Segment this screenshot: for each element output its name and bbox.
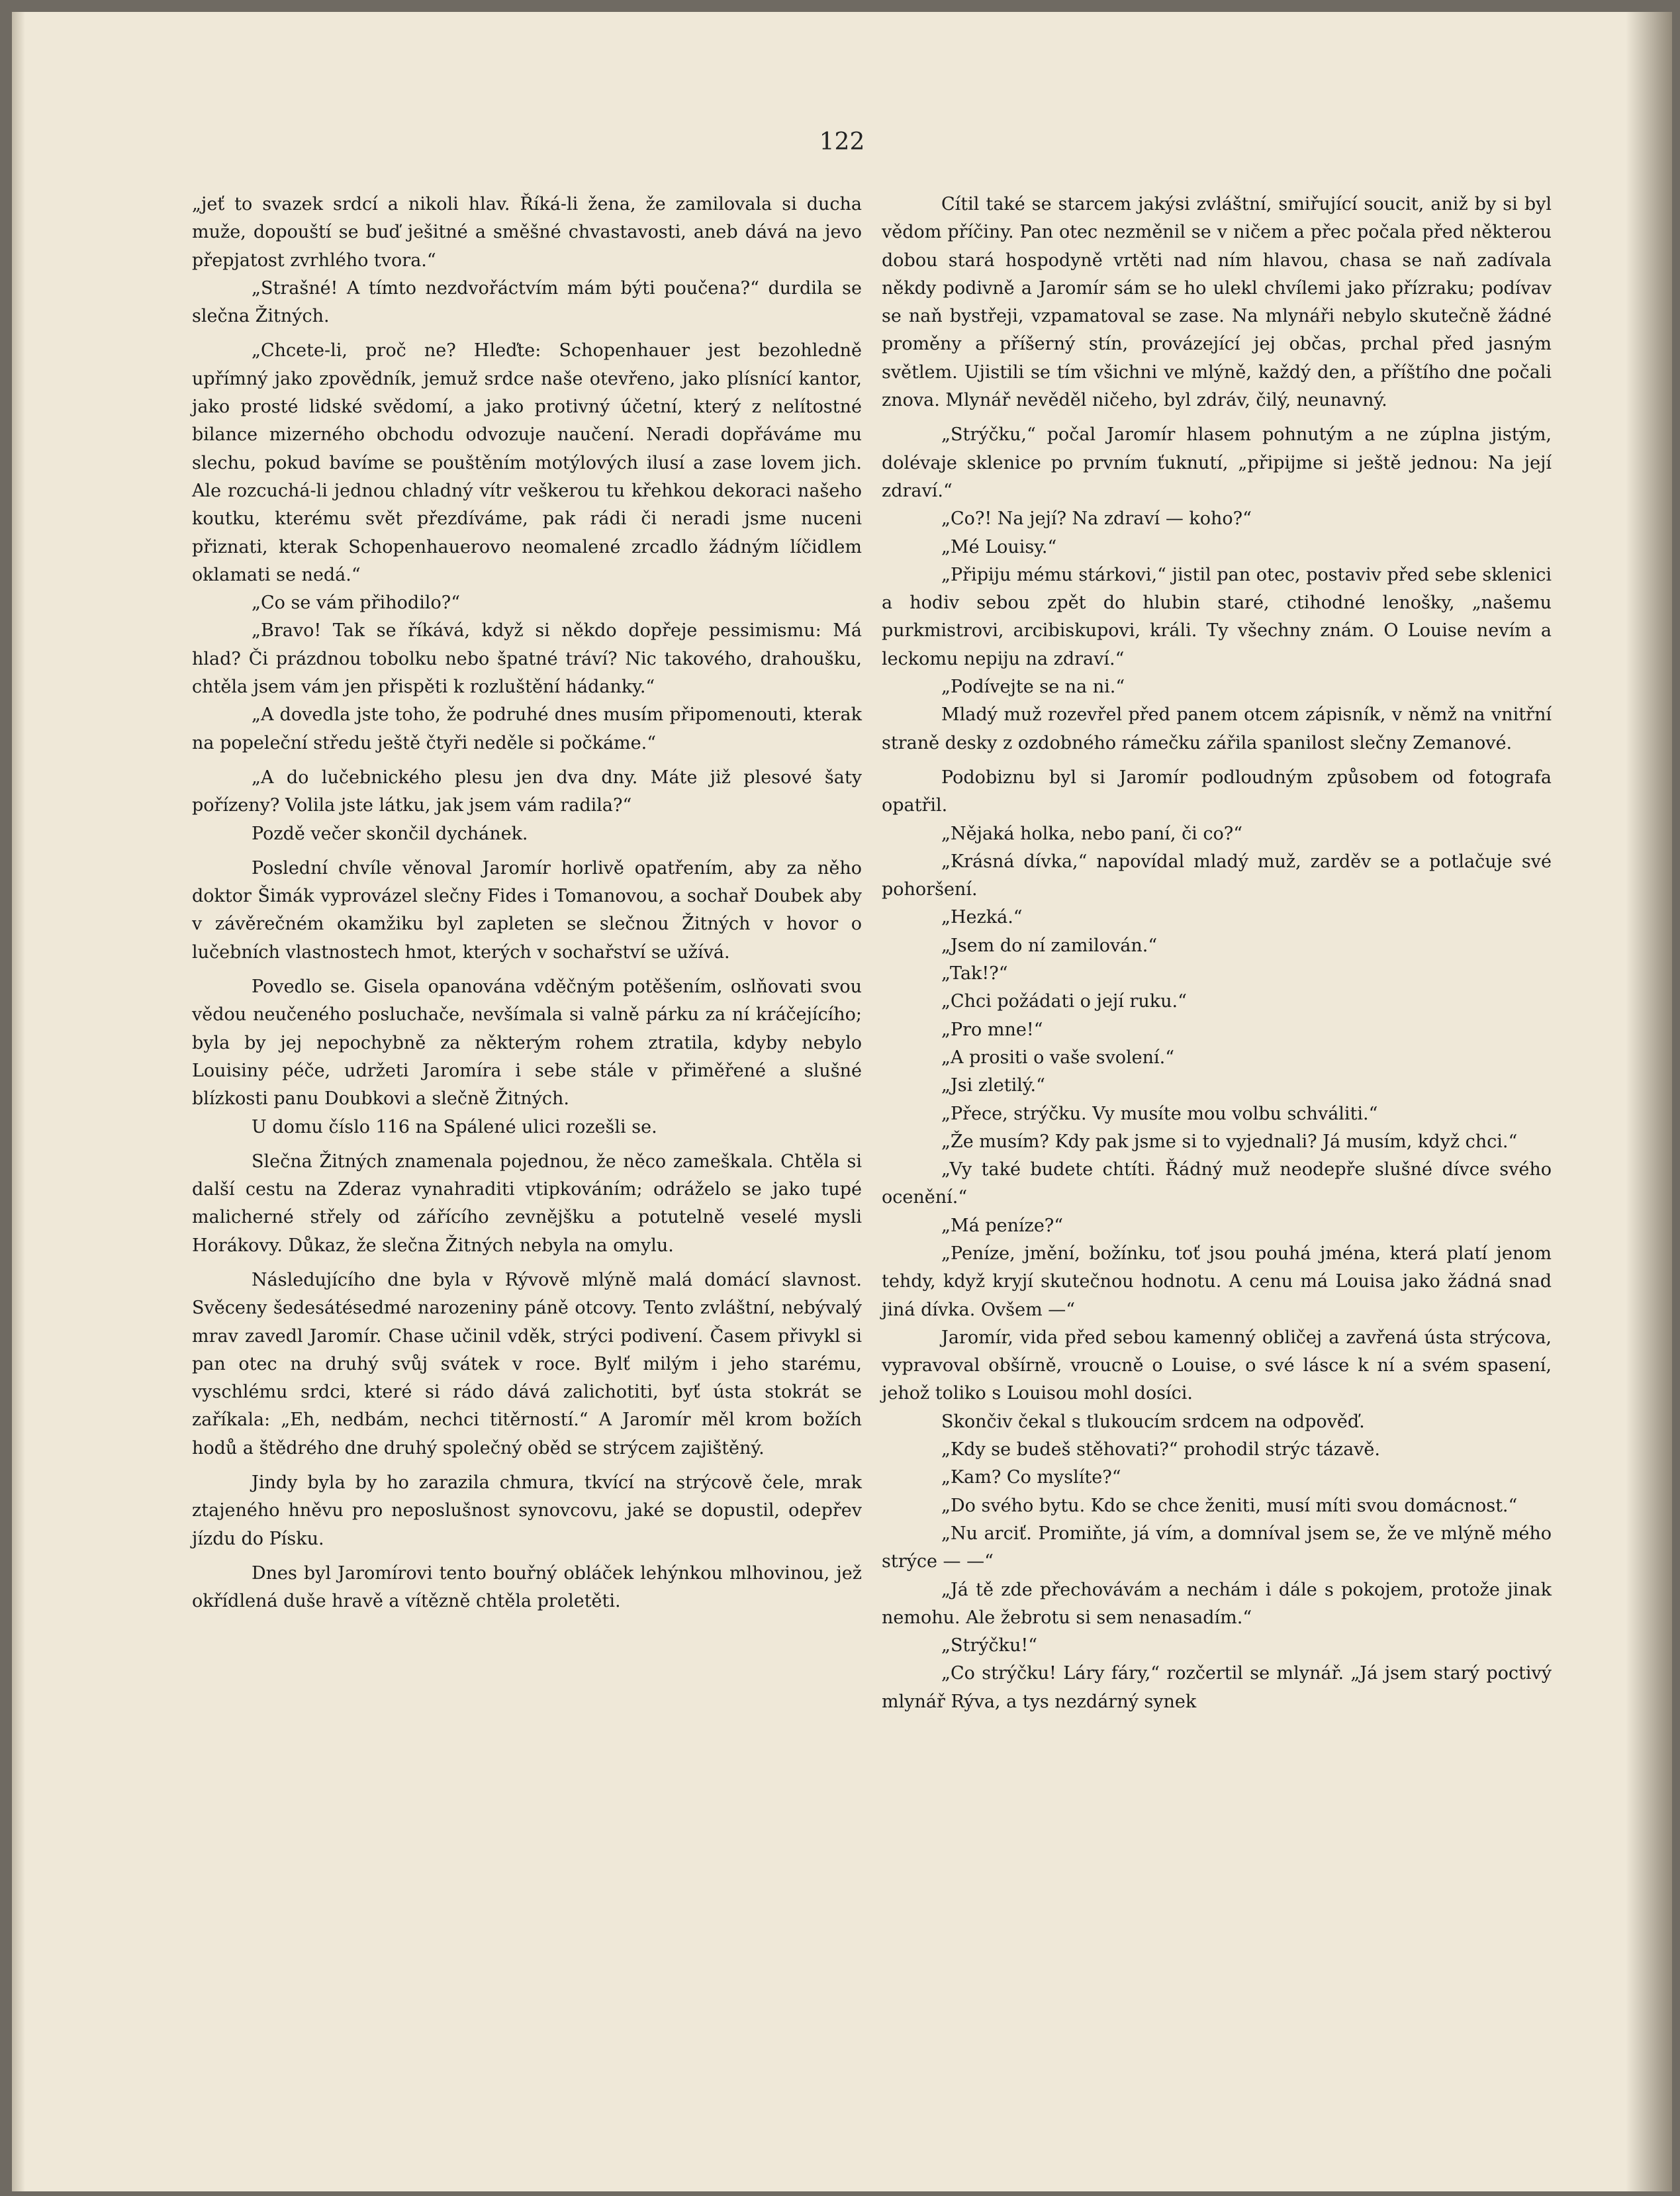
- paragraph: „Vy také budete chtíti. Řádný muž neodepře slušné dívce svého ocenění.“: [882, 1159, 1552, 1208]
- paragraph: „Co?! Na její? Na zdraví — koho?“: [941, 508, 1252, 530]
- paragraph: Slečna Žitných znamenala pojednou, že něco zameškala. Chtěla si další cestu na Zderaz vynahraditi vtipkováním; odráželo se jako tupé malicherné střely od zářícího zevnějšku a potutelně veselé mysli Horákovy. Důkaz, že slečna Žitných nebyla na omylu.: [192, 1151, 862, 1256]
- paragraph: „Krásná dívka,“ napovídal mladý muž, zarděv se a potlačuje své pohoršení.: [882, 851, 1552, 900]
- paragraph: „Hezká.“: [941, 907, 1023, 928]
- paragraph: Podobiznu byl si Jaromír podloudným způsobem od fotografa opatřil.: [882, 767, 1552, 816]
- paragraph: „Strýčku!“: [941, 1635, 1038, 1656]
- paragraph: „Připiju mému stárkovi,“ jistil pan otec, postaviv před sebe sklenici a hodiv sebou zpět do hlubin staré, ctihodné lenošky, „našemu purkmistrovi, arcibiskupovi, králi. Ty všechny znám. O Louise nevím a leckomu nepiju na zdraví.“: [882, 564, 1552, 669]
- paragraph: „Nějaká holka, nebo paní, či co?“: [941, 823, 1243, 844]
- paragraph: „Já tě zde přechovávám a nechám i dále s pokojem, protože jinak nemohu. Ale žebrotu si sem nenasadím.“: [882, 1579, 1552, 1628]
- paragraph: Jaromír, vida před sebou kamenný obličej a zavřená ústa strýcova, vypravoval obšírně, vroucně o Louise, o své lásce k ní a svém spasení, jehož toliko s Louisou mohl dosíci.: [882, 1327, 1552, 1404]
- paragraph: U domu číslo 116 na Spálené ulici rozešli se.: [252, 1116, 657, 1137]
- paragraph: „A dovedla jste toho, že podruhé dnes musím připomenouti, kterak na popeleční středu ještě čtyři neděle si počkáme.“: [192, 704, 862, 753]
- paragraph: „Peníze, jmění, božínku, toť jsou pouhá jména, která platí jenom tehdy, když kryjí skutečnou hodnotu. A cenu má Louisa jako žádná snad jiná dívka. Ovšem —“: [882, 1243, 1552, 1320]
- paragraph: „Tak!?“: [941, 963, 1008, 984]
- paragraph: „Má peníze?“: [941, 1215, 1064, 1236]
- paragraph: „Jsem do ní zamilován.“: [941, 935, 1158, 956]
- paragraph: „jeť to svazek srdcí a nikoli hlav. Říká-li žena, že zamilovala si ducha muže, dopouští se buď ješitné a směšné chvastavosti, aneb dává na jevo přepjatost zvrhlého tvora.“: [192, 194, 862, 271]
- left-text-column: [192, 191, 862, 1616]
- paragraph: „Do svého bytu. Kdo se chce ženiti, musí míti svou domácnost.“: [941, 1495, 1518, 1516]
- paragraph: „Chci požádati o její ruku.“: [941, 991, 1187, 1012]
- page-number: 122: [819, 128, 865, 156]
- paragraph: Následujícího dne byla v Rývově mlýně malá domácí slavnost. Svěceny šedesátésedmé narozeniny páně otcovy. Tento zvláštní, nebývalý mrav zavedl Jaromír. Chase učinil vděk, strýci podivení. Časem přivykl si pan otec na druhý svůj svátek v roce. Bylť milým i jeho starému, vyschlému srdci, které si rádo dává zalichotiti, byť ústa stokrát se zaříkala: „Eh, nedbám, nechci titěrností.“ A Jaromír měl krom božích hodů a štědrého dne druhý společný oběd se strýcem zajištěný.: [192, 1269, 862, 1458]
- paragraph: „Podívejte se na ni.“: [941, 677, 1125, 698]
- paragraph: „Kdy se budeš stěhovati?“ prohodil strýc tázavě.: [941, 1439, 1380, 1460]
- paragraph: „Bravo! Tak se říkává, když si někdo dopřeje pessimismu: Má hlad? Či prázdnou tobolku nebo špatné tráví? Nic takového, drahoušku, chtěla jsem vám jen přispěti k rozluštění hádanky.“: [192, 620, 862, 698]
- paragraph: „Strýčku,“ počal Jaromír hlasem pohnutým a ne zúplna jistým, dolévaje sklenice po prvním ťuknutí, „připijme si ještě jednou: Na její zdraví.“: [882, 424, 1552, 501]
- book-page: [12, 12, 1672, 2191]
- paragraph: „Kam? Co myslíte?“: [941, 1467, 1121, 1488]
- paragraph: „Jsi zletilý.“: [941, 1075, 1045, 1096]
- paragraph: „Co se vám přihodilo?“: [252, 593, 460, 614]
- right-text-column: [882, 191, 1552, 1716]
- paragraph: Skončiv čekal s tlukoucím srdcem na odpověď.: [941, 1411, 1365, 1432]
- paragraph: „Přece, strýčku. Vy musíte mou volbu schváliti.“: [941, 1103, 1378, 1124]
- paragraph: „Že musím? Kdy pak jsme si to vyjednali? Já musím, když chci.“: [941, 1131, 1518, 1152]
- paragraph: Povedlo se. Gisela opanována vděčným potěšením, oslňovati svou vědou neučeného posluchače, nevšímala si valně párku za ní kráčejícího; byla by jej nepochybně za některým rohem ztratila, kdyby nebylo Louisiny péče, udržeti Jaromíra i sebe stále v přiměřené a slušné blízkosti panu Doubkovi a slečně Žitných.: [192, 977, 862, 1110]
- paragraph: Jindy byla by ho zarazila chmura, tkvící na strýcově čele, mrak ztajeného hněvu pro neposlušnost synovcovu, jaké se dopustil, odepřev jízdu do Písku.: [192, 1472, 862, 1549]
- paragraph: Poslední chvíle věnoval Jaromír horlivě opatřením, aby za něho doktor Šimák vyprovázel slečny Fides i Tomanovou, a sochař Doubek aby v závěrečném okamžiku byl zapleten se slečnou Žitných v hovor o lučebních vlastnostech hmot, kterých v sochařství se užívá.: [192, 857, 862, 963]
- paragraph: „A do lučebnického plesu jen dva dny. Máte již plesové šaty pořízeny? Volila jste látku, jak jsem vám radila?“: [192, 767, 862, 816]
- paragraph: Cítil také se starcem jakýsi zvláštní, smiřující soucit, aniž by si byl vědom příčiny. Pan otec nezměnil se v ničem a přec počala před některou dobou stará hospodyně vrtěti nad ním hlavou, chasa se naň zadívala někdy podivně a Jaromír sám se ho ulekl chvílemi jako přízraku; podívav se naň bystřeji, vzpamatoval se zase. Na mlynáři nebylo skutečně žádné proměny a příšerný stín, provázející jej občas, prchal před jasným světlem. Ujistili se tím všichni ve mlýně, každý den, a příštího dne počali znova. Mlynář nevěděl ničeho, byl zdráv, čilý, neunavný.: [882, 194, 1552, 411]
- page-edge-shadow: [1626, 12, 1672, 2191]
- paragraph: „Nu arciť. Promiňte, já vím, a domníval jsem se, že ve mlýně mého strýce — —“: [882, 1523, 1552, 1572]
- binding-shadow: [12, 12, 25, 2191]
- paragraph: „Strašné! A tímto nezdvořáctvím mám býti poučena?“ durdila se slečna Žitných.: [192, 277, 862, 327]
- paragraph: „Mé Louisy.“: [941, 536, 1057, 557]
- paragraph: Pozdě večer skončil dychánek.: [252, 823, 528, 844]
- paragraph: Mladý muž rozevřel před panem otcem zápisník, v němž na vnitřní straně desky z ozdobného rámečku zářila spanilost slečny Zemanové.: [882, 704, 1552, 753]
- paragraph: „Pro mne!“: [941, 1019, 1043, 1040]
- paragraph: Dnes byl Jaromírovi tento bouřný obláček lehýnkou mlhovinou, jež okřídlená duše hravě a vítězně chtěla proletěti.: [192, 1562, 862, 1612]
- paragraph: „Co strýčku! Láry fáry,“ rozčertil se mlynář. „Já jsem starý poctivý mlynář Rýva, a tys nezdárný synek: [882, 1663, 1552, 1712]
- paragraph: „A prositi o vaše svolení.“: [941, 1047, 1175, 1068]
- paragraph: „Chcete-li, proč ne? Hleďte: Schopenhauer jest bezohledně upřímný jako zpovědník, jemuž srdce naše otevřeno, jako plísnící kantor, jako prosté lidské svědomí, a jako protivný účetní, který z nelítostné bilance mizerného obchodu odvozuje naučení. Neradi dopřáváme mu slechu, pokud bavíme se pouštěním motýlových ilusí a zase lovem jich. Ale rozcuchá-li jednou chladný vítr veškerou tu křehkou dekoraci našeho koutku, kterému svět přezdíváme, pak rádi či neradi jsme nuceni přiznati, kterak Schopenhauerovo neomalené zrcadlo žádným líčidlem oklamati se nedá.“: [192, 340, 862, 585]
